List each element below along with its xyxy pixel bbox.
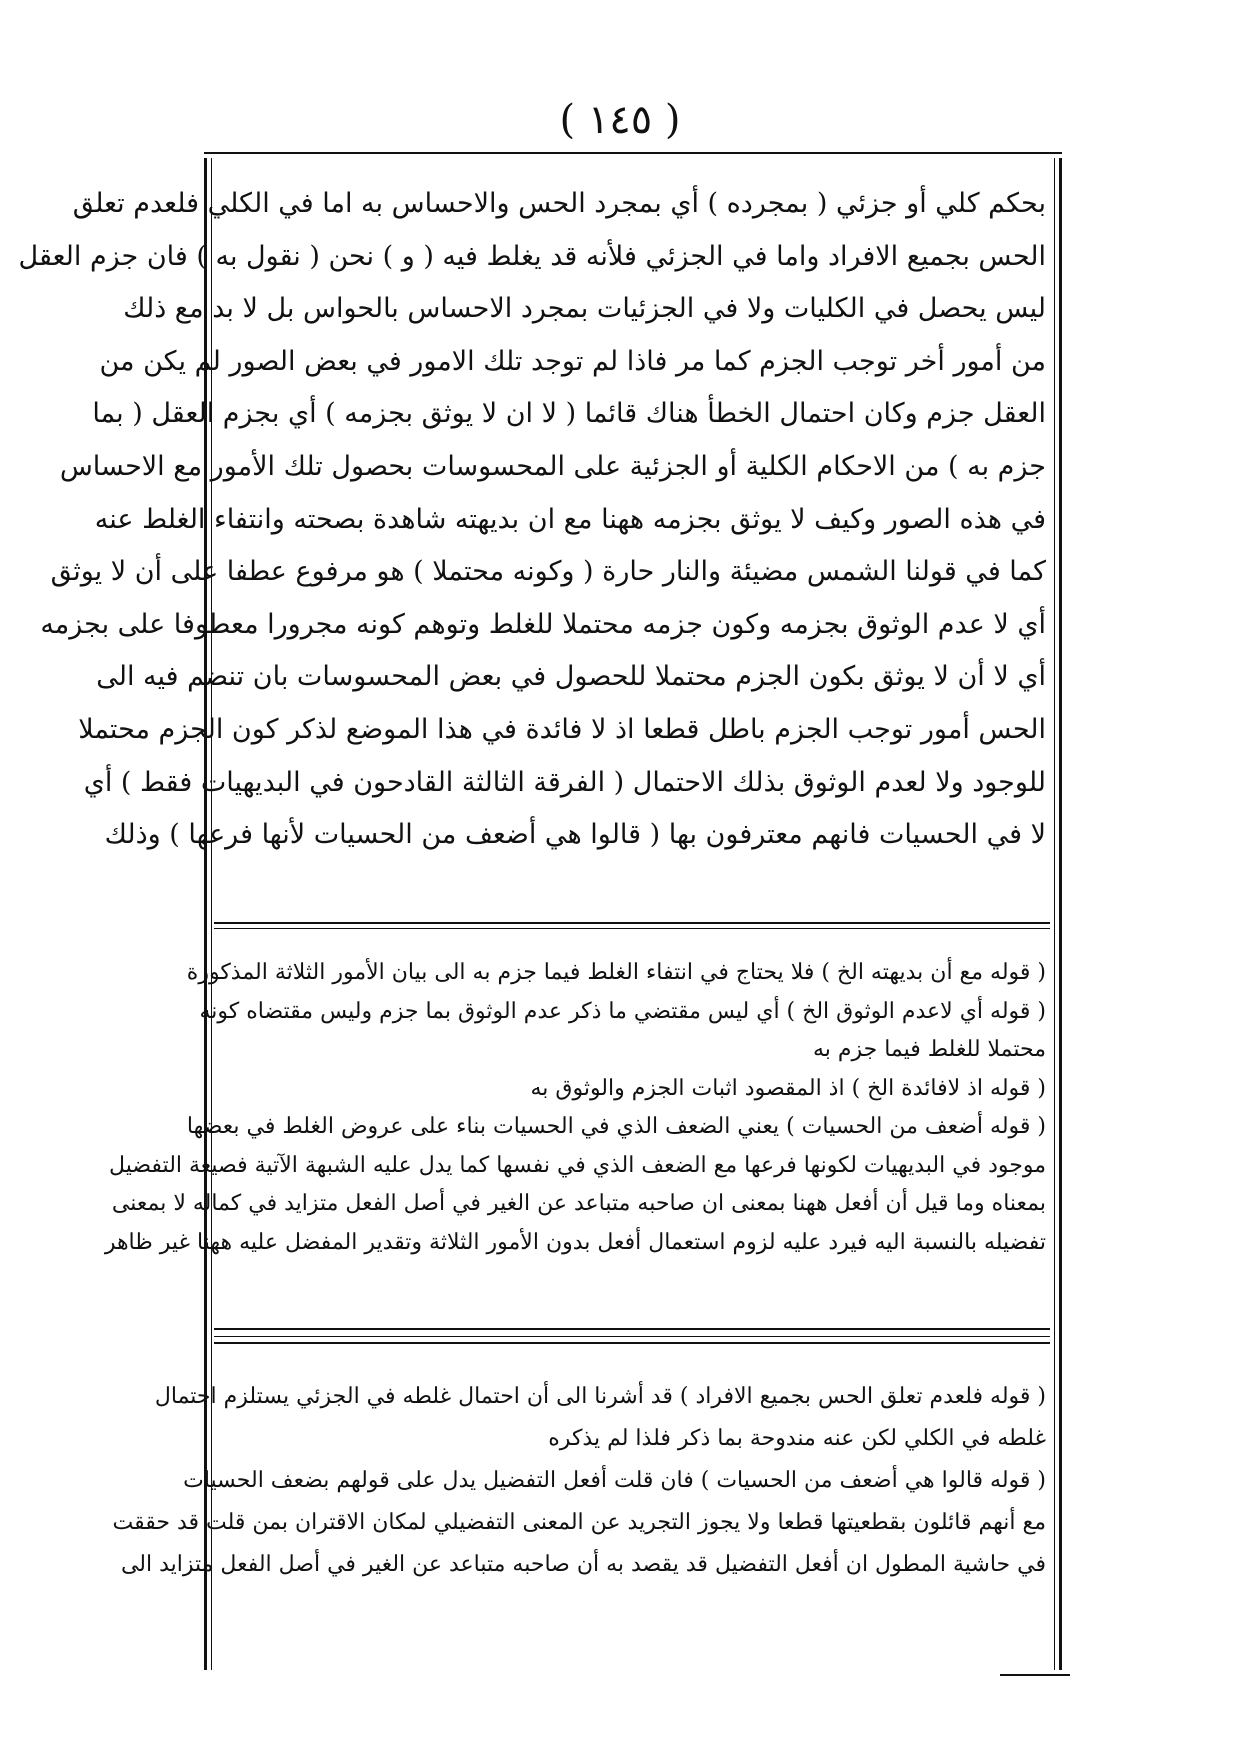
note-line: محتملا للغلط فيما جزم به — [812, 1037, 1046, 1062]
main-line: الحس أمور توجب الجزم باطل قطعا اذ لا فائدة في هذا الموضع لذكر كون الجزم محتملا — [78, 713, 1046, 745]
main-line: للوجود ولا لعدم الوثوق بذلك الاحتمال ( الفرقة الثالثة القادحون في البديهيات فقط ) أي — [83, 766, 1046, 798]
main-line: الحس بجميع الافراد واما في الجزئي فلأنه قد يغلط فيه ( و ) نحن ( نقول به ) فان جزم العقل — [18, 240, 1046, 272]
note-line: ( قوله مع أن بديهته الخ ) فلا يحتاج في انتفاء الغلط فيما جزم به الى بيان الأمور الثلاثة المذكورة — [186, 960, 1046, 985]
main-line: كما في قولنا الشمس مضيئة والنار حارة ( وكونه محتملا ) هو مرفوع عطفا على أن لا يوثق — [50, 556, 1046, 588]
separator-rule — [214, 1328, 1050, 1330]
main-line: جزم به ) من الاحكام الكلية أو الجزئية على المحسوسات بحصول تلك الأمور مع الاحساس — [59, 450, 1046, 482]
main-line: أي لا أن لا يوثق بكون الجزم محتملا للحصول في بعض المحسوسات بان تنضم فيه الى — [96, 661, 1046, 693]
upper-notes — [104, 954, 1046, 1262]
main-line: ليس يحصل في الكليات ولا في الجزئيات بمجرد الاحساس بالحواس بل لا بد مع ذلك — [123, 293, 1046, 325]
page-number: ( ١٤٥ ) — [559, 97, 681, 143]
note-line: ( قوله اذ لافائدة الخ ) اذ المقصود اثبات الجزم والوثوق به — [530, 1075, 1046, 1101]
main-line: من أمور أخر توجب الجزم كما مر فاذا لم توجد تلك الامور في بعض الصور لم يكن من — [99, 345, 1046, 377]
lower-notes — [112, 1376, 1046, 1586]
separator-rule — [214, 1336, 1050, 1337]
separator-rule — [214, 1342, 1050, 1344]
main-line: بحكم كلي أو جزئي ( بمجرده ) أي بمجرد الحس والاحساس به اما في الكلي فلعدم تعلق — [72, 188, 1046, 219]
top-rule — [204, 152, 1062, 154]
main-line: لا في الحسيات فانهم معترفون بها ( قالوا هي أضعف من الحسيات لأنها فرعها ) وذلك — [104, 819, 1046, 851]
note-line: تفضيله بالنسبة اليه فيرد عليه لزوم استعمال أفعل بدون الأمور الثلاثة وتقدير المفضل عليه ههنا غير ظاهر — [104, 1229, 1046, 1255]
separator-rule — [214, 922, 1050, 924]
main-text — [18, 178, 1046, 862]
note-line: غلطه في الكلي لكن عنه مندوحة بما ذكر فلذا لم يذكره — [548, 1426, 1046, 1451]
main-line: في هذه الصور وكيف لا يوثق بجزمه ههنا مع ان بديهته شاهدة بصحته وانتفاء الغلط عنه — [94, 503, 1046, 535]
main-line: أي لا عدم الوثوق بجزمه وكون جزمه محتملا للغلط وتوهم كونه مجرورا معطوفا على بجزمه — [40, 608, 1046, 640]
separator-rule — [214, 928, 1050, 929]
note-line: مع أنهم قائلون بقطعيتها قطعا ولا يجوز التجريد عن المعنى التفضيلي لمكان الاقتران بمن قلت قد حققت — [112, 1510, 1046, 1535]
note-line: ( قوله قالوا هي أضعف من الحسيات ) فان قلت أفعل التفضيل يدل على قولهم بضعف الحسيات — [183, 1468, 1046, 1493]
note-line: في حاشية المطول ان أفعل التفضيل قد يقصد به أن صاحبه متباعد عن الغير في أصل الفعل متزايد الى — [120, 1552, 1046, 1577]
note-line: موجود في البديهيات لكونها فرعها مع الضعف الذي في نفسها كما يدل عليه الشبهة الآتية فصيغة التفضيل — [109, 1152, 1046, 1178]
note-line: ( قوله أضعف من الحسيات ) يعني الضعف الذي في الحسيات بناء على عروض الغلط في بعضها — [186, 1114, 1046, 1139]
main-line: العقل جزم وكان احتمال الخطأ هناك قائما ( لا ان لا يوثق بجزمه ) أي بجزم العقل ( بما — [92, 398, 1046, 430]
note-line: بمعناه وما قيل أن أفعل ههنا بمعنى ان صاحبه متباعد عن الغير في أصل الفعل متزايد في كماله لا بمعنى — [111, 1191, 1046, 1216]
note-line: ( قوله فلعدم تعلق الحس بجميع الافراد ) قد أشرنا الى أن احتمال غلطه في الجزئي يستلزم احتمال — [154, 1384, 1046, 1409]
note-line: ( قوله أي لاعدم الوثوق الخ ) أي ليس مقتضي ما ذكر عدم الوثوق بما جزم وليس مقتضاه كونه — [199, 998, 1046, 1024]
bottom-rule — [1000, 1674, 1070, 1676]
